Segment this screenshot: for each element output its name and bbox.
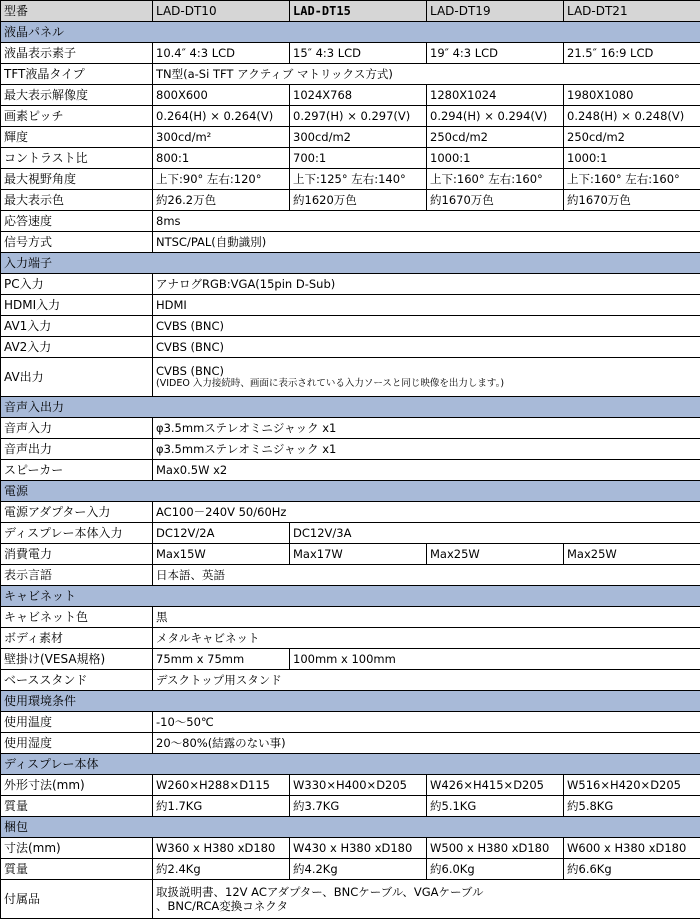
row-display-language <box>1 565 700 586</box>
row-accessories <box>1 880 700 919</box>
cell: W430 x H380 xD180 <box>290 838 427 859</box>
row-pixel-pitch <box>1 106 700 127</box>
cell: メタルキャビネット <box>153 628 700 649</box>
row-vesa <box>1 649 700 670</box>
cell: DC12V/3A <box>290 523 700 544</box>
row-label: 最大視野角度 <box>1 169 153 190</box>
cell: W600 x H380 xD180 <box>564 838 700 859</box>
row-av2-input <box>1 337 700 358</box>
cell: 1280X1024 <box>427 85 564 106</box>
cell: 250cd/m2 <box>427 127 564 148</box>
row-power-adapter <box>1 502 700 523</box>
cell: 1000:1 <box>564 148 700 169</box>
row-temperature <box>1 712 700 733</box>
section-power: 電源 <box>1 481 700 502</box>
row-body-material <box>1 628 700 649</box>
cell: Max0.5W x2 <box>153 460 700 481</box>
cell: 上下:90° 左右:120° <box>153 169 290 190</box>
row-label: PC入力 <box>1 274 153 295</box>
cell: CVBS (BNC) <box>153 337 700 358</box>
cell: 19″ 4:3 LCD <box>427 43 564 64</box>
section-input: 入力端子 <box>1 253 700 274</box>
cell: NTSC/PAL(自動識別) <box>153 232 700 253</box>
cell: 黒 <box>153 607 700 628</box>
row-speaker <box>1 460 700 481</box>
row-label: 表示言語 <box>1 565 153 586</box>
cell: 1980X1080 <box>564 85 700 106</box>
row-label: 質量 <box>1 859 153 880</box>
row-hdmi-input <box>1 295 700 316</box>
row-package-dimensions <box>1 838 700 859</box>
cell: 約1.7KG <box>153 796 290 817</box>
av-output-value: CVBS (BNC) <box>156 364 225 378</box>
cell: W330×H400×D205 <box>290 775 427 796</box>
row-power-consumption <box>1 544 700 565</box>
row-label: 消費電力 <box>1 544 153 565</box>
row-tft-type <box>1 64 700 85</box>
cell: 1024X768 <box>290 85 427 106</box>
row-brightness <box>1 127 700 148</box>
row-display-element <box>1 43 700 64</box>
accessories-line-1: 取扱説明書、12V ACアダプター、BNCケーブル、VGAケーブル <box>156 885 484 899</box>
cell: 21.5″ 16:9 LCD <box>564 43 700 64</box>
model-header-label: 型番 <box>1 1 153 22</box>
cell: W360 x H380 xD180 <box>153 838 290 859</box>
row-label: ディスプレー本体入力 <box>1 523 153 544</box>
row-label: 外形寸法(mm) <box>1 775 153 796</box>
row-audio-in <box>1 418 700 439</box>
cell: 250cd/m2 <box>564 127 700 148</box>
cell: W260×H288×D115 <box>153 775 290 796</box>
row-label: 液晶表示素子 <box>1 43 153 64</box>
cell: 約1670万色 <box>564 190 700 211</box>
cell: アナログRGB:VGA(15pin D-Sub) <box>153 274 700 295</box>
cell: W426×H415×D205 <box>427 775 564 796</box>
header-row <box>1 1 700 22</box>
cell: 100mm x 100mm <box>290 649 700 670</box>
row-label: TFT液晶タイプ <box>1 64 153 85</box>
cell: -10～50℃ <box>153 712 700 733</box>
row-label: 使用温度 <box>1 712 153 733</box>
cell: 上下:160° 左右:160° <box>427 169 564 190</box>
cell: デスクトップ用スタンド <box>153 670 700 691</box>
cell: 0.294(H) × 0.294(V) <box>427 106 564 127</box>
cell: 上下:125° 左右:140° <box>290 169 427 190</box>
row-viewing-angle <box>1 169 700 190</box>
row-label: ボディ素材 <box>1 628 153 649</box>
accessories-line-2: 、BNC/RCA変換コネクタ <box>156 899 288 913</box>
row-label: 壁掛け(VESA規格) <box>1 649 153 670</box>
cell: W500 x H380 xD180 <box>427 838 564 859</box>
cell: 1000:1 <box>427 148 564 169</box>
cell: 約1670万色 <box>427 190 564 211</box>
cell: 800:1 <box>153 148 290 169</box>
row-label: 応答速度 <box>1 211 153 232</box>
model-lad-dt19: LAD-DT19 <box>427 1 564 22</box>
row-label: 使用湿度 <box>1 733 153 754</box>
row-audio-out <box>1 439 700 460</box>
row-label: 音声出力 <box>1 439 153 460</box>
section-audio: 音声入出力 <box>1 397 700 418</box>
model-lad-dt15-highlight: LAD-DT15 <box>290 1 427 22</box>
cell <box>153 358 700 397</box>
cell: 約5.1KG <box>427 796 564 817</box>
row-label: AV出力 <box>1 358 153 397</box>
row-signal <box>1 232 700 253</box>
row-humidity <box>1 733 700 754</box>
row-label: 最大表示解像度 <box>1 85 153 106</box>
row-label: AV1入力 <box>1 316 153 337</box>
cell: 約26.2万色 <box>153 190 290 211</box>
model-lad-dt10: LAD-DT10 <box>153 1 290 22</box>
cell: 約2.4Kg <box>153 859 290 880</box>
cell: 約5.8KG <box>564 796 700 817</box>
row-body-dimensions <box>1 775 700 796</box>
row-av-output <box>1 358 700 397</box>
section-cabinet: キャビネット <box>1 586 700 607</box>
cell: 約3.7KG <box>290 796 427 817</box>
cell: 上下:160° 左右:160° <box>564 169 700 190</box>
cell: 300cd/m2 <box>290 127 427 148</box>
cell: 300cd/m² <box>153 127 290 148</box>
cell: CVBS (BNC) <box>153 316 700 337</box>
row-label: 電源アダプター入力 <box>1 502 153 523</box>
cell: 20～80%(結露のない事) <box>153 733 700 754</box>
row-response-time <box>1 211 700 232</box>
cell: TN型(a-Si TFT アクティブ マトリックス方式) <box>153 64 700 85</box>
row-body-weight <box>1 796 700 817</box>
cell: 約1620万色 <box>290 190 427 211</box>
row-display-input <box>1 523 700 544</box>
cell: AC100－240V 50/60Hz <box>153 502 700 523</box>
row-label: 画素ピッチ <box>1 106 153 127</box>
cell: Max15W <box>153 544 290 565</box>
row-contrast <box>1 148 700 169</box>
cell: HDMI <box>153 295 700 316</box>
row-package-weight <box>1 859 700 880</box>
row-label: 寸法(mm) <box>1 838 153 859</box>
cell: 800X600 <box>153 85 290 106</box>
section-package: 梱包 <box>1 817 700 838</box>
row-cabinet-color <box>1 607 700 628</box>
row-label: 付属品 <box>1 880 153 919</box>
row-label: 輝度 <box>1 127 153 148</box>
row-label: AV2入力 <box>1 337 153 358</box>
cell: 10.4″ 4:3 LCD <box>153 43 290 64</box>
cell: 15″ 4:3 LCD <box>290 43 427 64</box>
cell: Max17W <box>290 544 427 565</box>
cell: 0.248(H) × 0.248(V) <box>564 106 700 127</box>
row-label: 音声入力 <box>1 418 153 439</box>
row-label: ベーススタンド <box>1 670 153 691</box>
av-output-note: (VIDEO 入力接続時、画面に表示されている入力ソースと同じ映像を出力します。) <box>156 378 505 389</box>
row-label: キャビネット色 <box>1 607 153 628</box>
row-av1-input <box>1 316 700 337</box>
row-label: 質量 <box>1 796 153 817</box>
row-max-resolution <box>1 85 700 106</box>
cell: φ3.5mmステレオミニジャック x1 <box>153 418 700 439</box>
cell <box>153 880 700 919</box>
cell: Max25W <box>564 544 700 565</box>
cell: 約6.6Kg <box>564 859 700 880</box>
cell: 0.297(H) × 0.297(V) <box>290 106 427 127</box>
model-lad-dt21: LAD-DT21 <box>564 1 700 22</box>
cell: 日本語、英語 <box>153 565 700 586</box>
cell: 0.264(H) × 0.264(V) <box>153 106 290 127</box>
cell: W516×H420×D205 <box>564 775 700 796</box>
row-label: 信号方式 <box>1 232 153 253</box>
row-label: スピーカー <box>1 460 153 481</box>
section-panel: 液晶パネル <box>1 22 700 43</box>
cell: Max25W <box>427 544 564 565</box>
cell: DC12V/2A <box>153 523 290 544</box>
cell: φ3.5mmステレオミニジャック x1 <box>153 439 700 460</box>
row-pc-input <box>1 274 700 295</box>
row-label: コントラスト比 <box>1 148 153 169</box>
cell: 約6.0Kg <box>427 859 564 880</box>
section-environment: 使用環境条件 <box>1 691 700 712</box>
cell: 700:1 <box>290 148 427 169</box>
cell: 75mm x 75mm <box>153 649 290 670</box>
row-label: HDMI入力 <box>1 295 153 316</box>
row-max-colors <box>1 190 700 211</box>
cell: 8ms <box>153 211 700 232</box>
row-label: 最大表示色 <box>1 190 153 211</box>
row-base-stand <box>1 670 700 691</box>
cell: 約4.2Kg <box>290 859 427 880</box>
section-display-body: ディスプレー本体 <box>1 754 700 775</box>
